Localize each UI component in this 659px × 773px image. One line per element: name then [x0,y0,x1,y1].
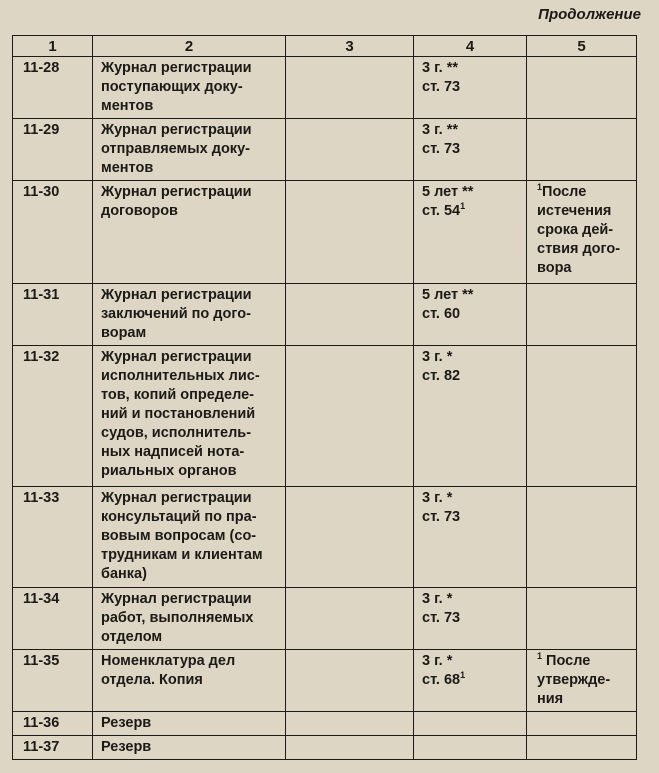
table-row [13,650,637,712]
table-row [13,712,637,736]
table-row [13,284,637,346]
row-title: Журнал регистрации договоров [93,181,286,284]
row-term [414,181,527,284]
article-value: ст. 73 [422,509,461,525]
term-value: 3 г. * [422,653,453,669]
article-footnote: 1 [460,201,466,211]
row-col3 [286,650,414,712]
row-title: Журнал регистрации поступающих доку- ментов [93,57,286,119]
row-index: 11-28 [13,57,93,119]
row-index: 11-34 [13,588,93,650]
row-col3 [286,588,414,650]
nomenclature-table [12,35,637,760]
row-index: 11-29 [13,119,93,181]
table-row [13,588,637,650]
row-title: Резерв [93,712,286,736]
table-row [13,181,637,284]
row-col3 [286,119,414,181]
note-text: После истечения срока дей- ствия дого- вора [537,184,621,276]
row-term [414,284,527,346]
row-term [414,57,527,119]
row-title: Номенклатура дел отдела. Копия [93,650,286,712]
row-title: Журнал регистрации работ, выполняемых отделом [93,588,286,650]
row-term [414,736,527,760]
article-value: ст. 68 [422,672,461,688]
row-note [527,650,637,712]
term-value: 3 г. * [422,490,453,506]
row-note [527,284,637,346]
row-note [527,57,637,119]
row-col3 [286,736,414,760]
article-value: ст. 82 [422,368,461,384]
row-index: 11-33 [13,487,93,588]
row-col3 [286,487,414,588]
column-header: 3 [286,36,414,57]
table-row [13,487,637,588]
term-value: 5 лет ** [422,287,474,303]
column-header: 5 [527,36,637,57]
row-term [414,588,527,650]
row-title: Журнал регистрации отправляемых доку- ментов [93,119,286,181]
row-index: 11-32 [13,346,93,487]
row-col3 [286,346,414,487]
row-note [527,736,637,760]
row-note [527,181,637,284]
note-footnote-mark: 1 [537,182,543,192]
column-header: 2 [93,36,286,57]
note-footnote-mark: 1 [537,651,543,661]
column-header: 1 [13,36,93,57]
table-row [13,346,637,487]
article-value: ст. 73 [422,79,461,95]
row-index: 11-35 [13,650,93,712]
table-row [13,57,637,119]
row-note [527,346,637,487]
row-title: Журнал регистрации исполнительных лис- тов, копий определе- ний и постановлений судов, исполнитель- ных надписей нота- риальных органов [93,346,286,487]
row-index: 11-36 [13,712,93,736]
note-text: После утвержде- ния [537,653,611,707]
row-col3 [286,57,414,119]
row-col3 [286,181,414,284]
article-value: ст. 60 [422,306,461,322]
table-row [13,119,637,181]
row-col3 [286,712,414,736]
row-note [527,119,637,181]
continuation-label: Продолжение [538,6,641,23]
row-title: Резерв [93,736,286,760]
term-value: 5 лет ** [422,184,474,200]
article-footnote: 1 [460,670,466,680]
row-term [414,712,527,736]
term-value: 3 г. ** [422,122,459,138]
row-col3 [286,284,414,346]
row-term [414,487,527,588]
row-title: Журнал регистрации консультаций по пра- вовым вопросам (со- трудникам и клиентам банка) [93,487,286,588]
row-term [414,650,527,712]
row-note [527,712,637,736]
row-term [414,346,527,487]
article-value: ст. 54 [422,203,461,219]
row-title: Журнал регистрации заключений по дого- ворам [93,284,286,346]
row-index: 11-31 [13,284,93,346]
row-index: 11-37 [13,736,93,760]
row-note [527,588,637,650]
row-note [527,487,637,588]
row-index: 11-30 [13,181,93,284]
column-header: 4 [414,36,527,57]
article-value: ст. 73 [422,141,461,157]
table-row [13,736,637,760]
term-value: 3 г. * [422,349,453,365]
term-value: 3 г. ** [422,60,459,76]
header-row [13,36,637,57]
term-value: 3 г. * [422,591,453,607]
article-value: ст. 73 [422,610,461,626]
row-term [414,119,527,181]
